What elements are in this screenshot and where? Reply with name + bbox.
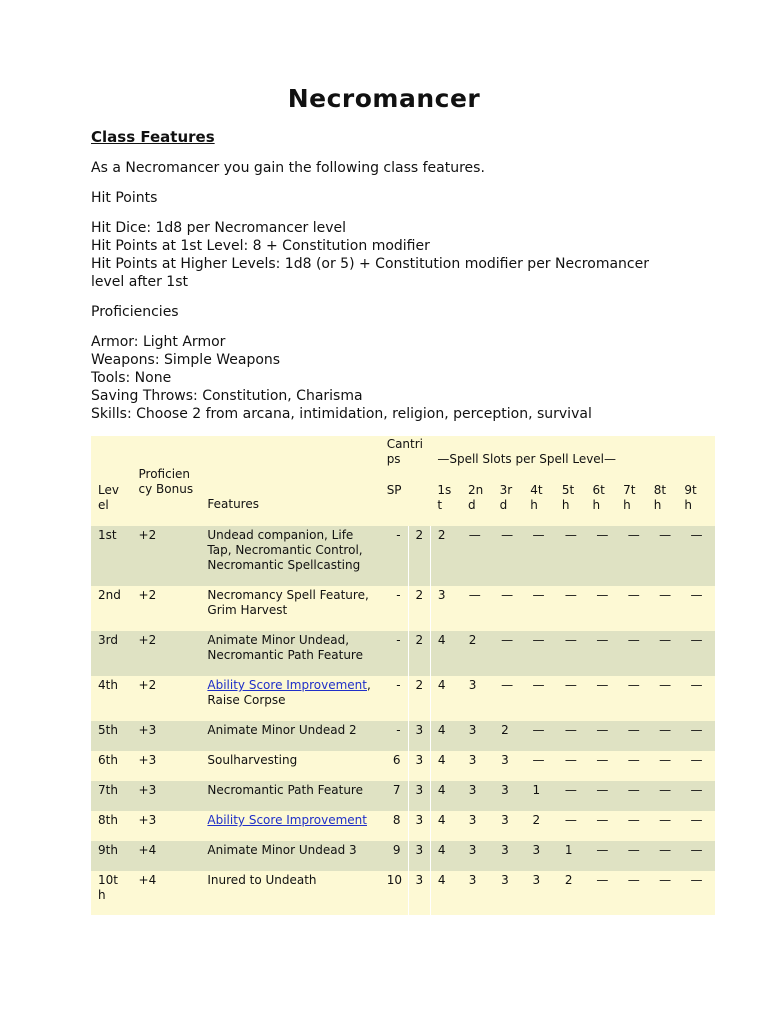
spell-slot-cell: — [526,631,558,676]
level-cell: 4th [91,676,132,721]
header-slot-6th: 6th [592,483,605,512]
proficiency-bonus-cell: +4 [132,841,201,871]
header-slot-5th: 5th [561,483,575,512]
header-slot-7th: 7th [623,483,636,512]
spell-slot-cell: — [683,631,715,676]
spell-slot-cell: — [621,676,652,721]
spell-slot-cell: — [683,781,715,811]
cantrips-cell: - [380,721,408,751]
table-row [91,781,715,811]
spell-slot-cell: 3 [494,751,525,781]
spell-slot-cell: — [652,781,683,811]
features-cell [200,811,379,841]
proficiency-bonus-cell: +2 [132,631,201,676]
spell-slot-cell: 3 [462,721,494,751]
cantrips-cell: 10 [380,871,408,915]
features-text: Necromancy Spell Feature, Grim Harvest [207,588,369,617]
spell-slot-cell: — [494,676,525,721]
armor-line: Armor: Light Armor [91,334,226,350]
spell-slot-cell: — [589,841,620,871]
spell-slot-cell: — [589,631,620,676]
cantrips-cell: - [380,631,408,676]
spell-slot-cell: — [652,841,683,871]
spell-slot-cell: — [683,526,715,586]
spell-slot-cell: — [558,751,589,781]
cantrips-cell: 6 [380,751,408,781]
spell-slot-cell: — [652,526,683,586]
header-spell-slots [430,436,715,526]
spell-slot-cell: — [589,526,620,586]
spell-slot-cell: 2 [526,811,558,841]
spell-slot-cell: — [683,676,715,721]
sp-cell: 3 [408,841,430,871]
tools-line: Tools: None [91,370,172,386]
cantrips-cell: 9 [380,841,408,871]
spell-slot-cell: — [558,586,589,631]
level-cell: 8th [91,811,132,841]
sp-cell: 2 [408,586,430,631]
cantrips-cell: - [380,676,408,721]
sp-cell: 2 [408,676,430,721]
sp-cell: 2 [408,631,430,676]
spell-slot-cell: 4 [430,841,461,871]
cantrips-cell: - [380,586,408,631]
spell-slot-cell: 2 [462,631,494,676]
section-heading: Class Features [91,128,215,146]
features-text: Animate Minor Undead 3 [207,843,357,857]
spell-slot-cell: 4 [430,721,461,751]
proficiency-bonus-cell: +3 [132,751,201,781]
level-cell: 10th [91,871,132,915]
header-slot-9th: 9th [684,483,697,512]
features-text: , Raise Corpse [207,678,371,707]
spell-slot-cell: — [558,721,589,751]
ability-score-improvement-link[interactable]: Ability Score Improvement [207,678,367,692]
intro-text: As a Necromancer you gain the following class features. [91,160,485,176]
spell-slot-cell: — [652,676,683,721]
spell-slot-cell: — [652,631,683,676]
features-cell [200,721,379,751]
header-slot-3rd: 3rd [499,483,513,512]
level-cell: 1st [91,526,132,586]
spell-slot-cell: 4 [430,751,461,781]
table-row [91,751,715,781]
features-text: Animate Minor Undead, Necromantic Path Feature [207,633,363,662]
sp-cell: 3 [408,871,430,915]
level-cell: 7th [91,781,132,811]
features-cell [200,781,379,811]
spell-slot-cell: — [621,841,652,871]
spell-slot-cell: — [621,586,652,631]
spell-slot-cell: 3 [494,811,525,841]
spell-slot-cell: — [652,586,683,631]
table-row [91,586,715,631]
table-row [91,841,715,871]
spell-slot-cell: — [462,586,494,631]
spell-slot-cell: 4 [430,871,461,915]
proficiency-bonus-cell: +2 [132,586,201,631]
spell-slot-cell: 3 [494,841,525,871]
spell-slot-cell: — [589,871,620,915]
spell-slot-cell: 4 [430,811,461,841]
spell-slot-cell: — [589,781,620,811]
spell-slot-cell: — [526,751,558,781]
spell-slot-cell: 3 [462,841,494,871]
table-row [91,526,715,586]
header-proficiency-bonus: Proficiency Bonus [132,436,201,526]
spell-slot-cell: — [652,811,683,841]
spell-slot-cell: — [683,841,715,871]
spell-slot-cell: — [621,631,652,676]
spell-slot-cell: — [621,526,652,586]
spell-slot-cell: 3 [526,871,558,915]
sp-cell: 3 [408,811,430,841]
table-row [91,631,715,676]
spell-slot-cell: 1 [526,781,558,811]
table-body [91,526,715,915]
spell-slot-cell: 3 [526,841,558,871]
level-cell: 2nd [91,586,132,631]
spell-slot-cell: — [683,721,715,751]
spell-slot-cell: — [558,781,589,811]
spell-slot-cell: — [494,586,525,631]
hit-points-block [91,219,649,291]
hit-points-heading: Hit Points [91,190,158,206]
header-sp: SP [386,483,402,497]
spell-slot-cell: — [558,811,589,841]
header-spell-slots-title: —Spell Slots per Spell Level— [437,452,617,466]
spell-slot-cell: 3 [430,586,461,631]
features-text: Undead companion, Life Tap, Necromantic Control, Necromantic Spellcasting [207,528,363,572]
features-cell [200,841,379,871]
table-row [91,871,715,915]
spell-slot-cell: 4 [430,676,461,721]
spell-slot-cell: 3 [494,781,525,811]
proficiency-bonus-cell: +2 [132,526,201,586]
skills-line: Skills: Choose 2 from arcana, intimidation, religion, perception, survival [91,406,592,422]
spell-slot-cell: — [526,721,558,751]
sp-cell: 3 [408,781,430,811]
cantrips-cell: - [380,526,408,586]
weapons-line: Weapons: Simple Weapons [91,352,281,368]
cantrips-cell: 8 [380,811,408,841]
spell-slot-cell: 3 [462,871,494,915]
proficiency-bonus-cell: +2 [132,676,201,721]
saving-throws-line: Saving Throws: Constitution, Charisma [91,388,363,404]
spell-slot-cell: — [621,811,652,841]
header-slot-2nd: 2nd [467,483,484,512]
spell-slot-cell: 3 [462,751,494,781]
spell-slot-cell: — [526,586,558,631]
spell-slot-cell: 4 [430,781,461,811]
spell-slot-cell: — [683,751,715,781]
spell-slot-cell: — [589,721,620,751]
spell-slot-cell: — [652,721,683,751]
header-slot-4th: 4th [530,483,543,512]
spell-slot-cell: — [621,751,652,781]
spell-slot-cell: — [526,526,558,586]
spell-slot-cell: — [589,586,620,631]
spell-slot-cell: 4 [430,631,461,676]
header-level: Level [91,436,132,526]
features-text: Inured to Undeath [207,873,317,887]
level-cell: 6th [91,751,132,781]
features-cell [200,676,379,721]
spell-slot-cell: — [621,721,652,751]
header-cantrips: Cantrips [386,437,423,466]
features-cell [200,586,379,631]
hit-dice-line: Hit Dice: 1d8 per Necromancer level [91,220,347,236]
spell-slot-cell: — [494,526,525,586]
level-cell: 3rd [91,631,132,676]
proficiency-bonus-cell: +3 [132,811,201,841]
spell-slot-cell: — [621,871,652,915]
spell-slot-cell: 3 [494,871,525,915]
spell-slot-cell: 1 [558,841,589,871]
proficiencies-heading: Proficiencies [91,304,179,320]
spell-slot-cell: — [462,526,494,586]
spell-slot-cell: — [558,676,589,721]
features-text: Necromantic Path Feature [207,783,363,797]
spell-slot-cell: 2 [494,721,525,751]
spell-slot-cell: — [589,811,620,841]
proficiency-bonus-cell: +4 [132,871,201,915]
spell-slot-cell: 3 [462,781,494,811]
sp-cell: 3 [408,721,430,751]
table-header-row [91,436,715,526]
proficiency-bonus-cell: +3 [132,781,201,811]
header-slot-1st: 1st [437,483,452,512]
level-cell: 9th [91,841,132,871]
table-row [91,676,715,721]
sp-cell: 3 [408,751,430,781]
table-row [91,721,715,751]
spell-slot-cell: — [621,781,652,811]
spell-slot-cell: — [589,751,620,781]
spell-slot-cell: — [683,871,715,915]
hp-higher-levels-line: Hit Points at Higher Levels: 1d8 (or 5) + Constitution modifier per Necromancer [91,256,649,272]
features-text: Soulharvesting [207,753,298,767]
features-cell [200,631,379,676]
spell-slot-cell: 2 [430,526,461,586]
header-cantrips-sp [380,436,431,526]
features-cell [200,526,379,586]
page-title: Necromancer [287,84,481,113]
spell-slot-cell: — [589,676,620,721]
hp-first-level-line: Hit Points at 1st Level: 8 + Constitution modifier [91,238,430,254]
level-cell: 5th [91,721,132,751]
spell-slot-cell: 3 [462,811,494,841]
spell-slot-cell: — [652,871,683,915]
sp-cell: 2 [408,526,430,586]
hp-higher-levels-line-cont: level after 1st [91,274,189,290]
level-table [91,436,715,915]
ability-score-improvement-link[interactable]: Ability Score Improvement [207,813,367,827]
spell-slot-cell: — [494,631,525,676]
cantrips-cell: 7 [380,781,408,811]
proficiency-bonus-cell: +3 [132,721,201,751]
spell-slot-cell: — [526,676,558,721]
spell-slot-cell: — [683,811,715,841]
features-cell [200,751,379,781]
header-features: Features [200,436,379,526]
features-text: Animate Minor Undead 2 [207,723,357,737]
spell-slot-cell: 3 [462,676,494,721]
spell-slot-cell: — [558,631,589,676]
spell-slot-cell: — [558,526,589,586]
proficiencies-block [91,333,592,423]
spell-slot-cell: 2 [558,871,589,915]
spell-slot-cell: — [652,751,683,781]
spell-slot-cell: — [683,586,715,631]
table-row [91,811,715,841]
header-slot-8th: 8th [653,483,667,512]
features-cell [200,871,379,915]
header-slot-levels [430,483,708,513]
